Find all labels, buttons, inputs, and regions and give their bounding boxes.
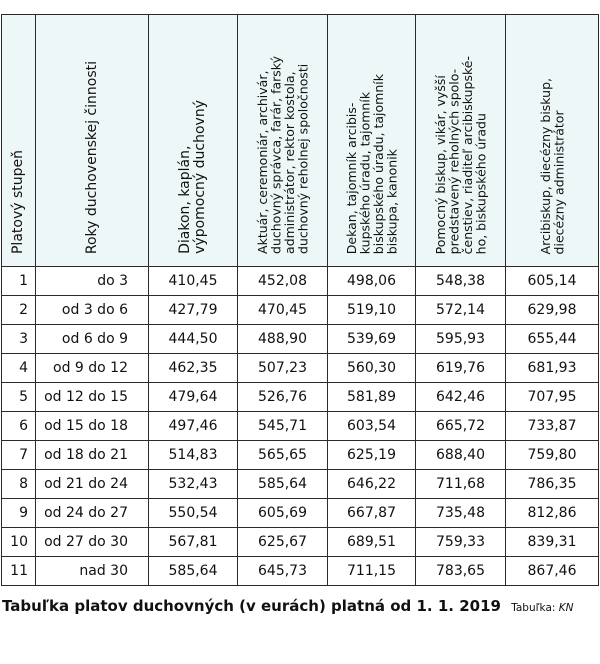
header-salary-grade xyxy=(2,15,36,267)
cell-archbishop: 839,31 xyxy=(506,528,599,557)
cell-deacon: 462,35 xyxy=(149,354,238,383)
cell-archbishop: 707,95 xyxy=(506,383,599,412)
header-label: Platový stupeň xyxy=(10,149,26,254)
caption-title: Tabuľka platov duchovných (v eurách) platná od 1. 1. 2019 xyxy=(2,597,501,615)
cell-years: od 27 do 30 xyxy=(36,528,149,557)
cell-archbishop: 786,35 xyxy=(506,470,599,499)
cell-years: nad 30 xyxy=(36,557,149,586)
cell-grade: 4 xyxy=(2,354,36,383)
cell-parish-priest: 526,76 xyxy=(238,383,328,412)
cell-dean: 625,19 xyxy=(328,441,416,470)
cell-years: od 9 do 12 xyxy=(36,354,149,383)
cell-parish-priest: 507,23 xyxy=(238,354,328,383)
cell-archbishop: 812,86 xyxy=(506,499,599,528)
cell-auxiliary-bishop: 688,40 xyxy=(416,441,506,470)
cell-grade: 11 xyxy=(2,557,36,586)
cell-parish-priest: 488,90 xyxy=(238,325,328,354)
header-label: Diakon, kaplán, výpomocný duchovný xyxy=(177,100,208,254)
cell-auxiliary-bishop: 595,93 xyxy=(416,325,506,354)
cell-grade: 5 xyxy=(2,383,36,412)
cell-years: od 24 do 27 xyxy=(36,499,149,528)
cell-archbishop: 655,44 xyxy=(506,325,599,354)
cell-deacon: 514,83 xyxy=(149,441,238,470)
table-row xyxy=(2,354,599,383)
table-row xyxy=(2,412,599,441)
table-row xyxy=(2,325,599,354)
cell-archbishop: 629,98 xyxy=(506,296,599,325)
table-caption xyxy=(2,596,598,618)
table-row xyxy=(2,470,599,499)
cell-years: od 3 do 6 xyxy=(36,296,149,325)
cell-dean: 519,10 xyxy=(328,296,416,325)
cell-parish-priest: 470,45 xyxy=(238,296,328,325)
cell-parish-priest: 625,67 xyxy=(238,528,328,557)
cell-archbishop: 759,80 xyxy=(506,441,599,470)
cell-years: od 6 do 9 xyxy=(36,325,149,354)
cell-auxiliary-bishop: 735,48 xyxy=(416,499,506,528)
table-row xyxy=(2,296,599,325)
cell-deacon: 427,79 xyxy=(149,296,238,325)
cell-dean: 539,69 xyxy=(328,325,416,354)
cell-archbishop: 733,87 xyxy=(506,412,599,441)
header-label: Arcibiskup, diecézny biskup, diecézny administrátor xyxy=(537,77,566,254)
table-row xyxy=(2,267,599,296)
cell-dean: 711,15 xyxy=(328,557,416,586)
header-row xyxy=(2,15,599,267)
cell-auxiliary-bishop: 642,46 xyxy=(416,383,506,412)
cell-parish-priest: 605,69 xyxy=(238,499,328,528)
cell-years: od 18 do 21 xyxy=(36,441,149,470)
cell-years: od 15 do 18 xyxy=(36,412,149,441)
cell-years: do 3 xyxy=(36,267,149,296)
cell-deacon: 585,64 xyxy=(149,557,238,586)
cell-auxiliary-bishop: 711,68 xyxy=(416,470,506,499)
header-deacon-chaplain xyxy=(149,15,238,267)
cell-auxiliary-bishop: 619,76 xyxy=(416,354,506,383)
cell-deacon: 532,43 xyxy=(149,470,238,499)
cell-dean: 689,51 xyxy=(328,528,416,557)
header-dean-secretary xyxy=(328,15,416,267)
cell-grade: 1 xyxy=(2,267,36,296)
cell-years: od 21 do 24 xyxy=(36,470,149,499)
cell-years: od 12 do 15 xyxy=(36,383,149,412)
caption-credit xyxy=(511,602,573,614)
cell-grade: 2 xyxy=(2,296,36,325)
cell-dean: 498,06 xyxy=(328,267,416,296)
salary-table xyxy=(1,14,599,586)
header-years-of-service xyxy=(36,15,149,267)
cell-dean: 603,54 xyxy=(328,412,416,441)
cell-dean: 581,89 xyxy=(328,383,416,412)
cell-archbishop: 681,93 xyxy=(506,354,599,383)
table-row xyxy=(2,528,599,557)
cell-grade: 3 xyxy=(2,325,36,354)
cell-deacon: 567,81 xyxy=(149,528,238,557)
cell-grade: 6 xyxy=(2,412,36,441)
table-row xyxy=(2,383,599,412)
cell-grade: 7 xyxy=(2,441,36,470)
cell-dean: 646,22 xyxy=(328,470,416,499)
cell-auxiliary-bishop: 759,33 xyxy=(416,528,506,557)
cell-archbishop: 605,14 xyxy=(506,267,599,296)
header-label: Dekan, tajomník arcibis- kupského úradu, tajomník biskupského úradu, tajomník biskupa, kanonik xyxy=(343,73,399,254)
cell-parish-priest: 545,71 xyxy=(238,412,328,441)
cell-auxiliary-bishop: 783,65 xyxy=(416,557,506,586)
cell-grade: 9 xyxy=(2,499,36,528)
header-label: Roky duchovenskej činnosti xyxy=(83,60,100,254)
cell-parish-priest: 565,65 xyxy=(238,441,328,470)
header-auxiliary-bishop xyxy=(416,15,506,267)
cell-deacon: 444,50 xyxy=(149,325,238,354)
table-row xyxy=(2,557,599,586)
cell-dean: 560,30 xyxy=(328,354,416,383)
cell-parish-priest: 585,64 xyxy=(238,470,328,499)
cell-deacon: 479,64 xyxy=(149,383,238,412)
cell-deacon: 410,45 xyxy=(149,267,238,296)
credit-source: KN xyxy=(558,602,574,614)
cell-grade: 10 xyxy=(2,528,36,557)
header-label: Pomocný biskup, vikár, vyšší predstavený reholných spolo- čenstiev, riaditeľ arcibiskupské- ho, biskupského úradu xyxy=(432,55,488,254)
cell-parish-priest: 452,08 xyxy=(238,267,328,296)
cell-auxiliary-bishop: 572,14 xyxy=(416,296,506,325)
table-row xyxy=(2,499,599,528)
cell-auxiliary-bishop: 665,72 xyxy=(416,412,506,441)
cell-deacon: 550,54 xyxy=(149,499,238,528)
cell-dean: 667,87 xyxy=(328,499,416,528)
cell-deacon: 497,46 xyxy=(149,412,238,441)
credit-label: Tabuľka: xyxy=(511,602,556,614)
header-parish-priest xyxy=(238,15,328,267)
cell-auxiliary-bishop: 548,38 xyxy=(416,267,506,296)
cell-parish-priest: 645,73 xyxy=(238,557,328,586)
table-row xyxy=(2,441,599,470)
cell-archbishop: 867,46 xyxy=(506,557,599,586)
header-label: Aktuár, ceremoniár, archivár, duchovný správca, farár, farský administrátor, rektor kostola, duchovný reholnej spoločnosti xyxy=(254,56,310,254)
cell-grade: 8 xyxy=(2,470,36,499)
header-archbishop xyxy=(506,15,599,267)
